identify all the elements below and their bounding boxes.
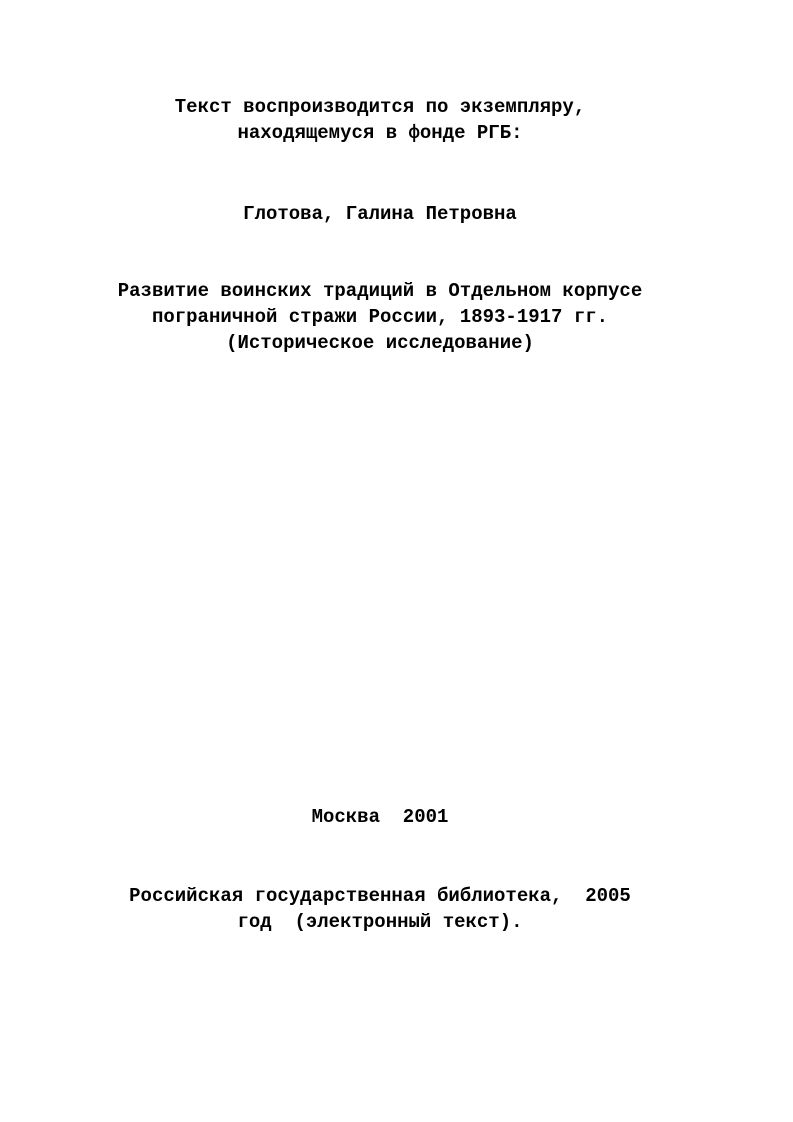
publisher-line-1: Российская государственная библиотека, 2005 xyxy=(129,885,631,907)
place-year: Москва 2001 xyxy=(311,806,449,828)
title-line-2: пограничной стражи России, 1893-1917 гг. xyxy=(151,306,609,328)
notice-line-2: находящемуся в фонде РГБ: xyxy=(237,122,523,144)
title-line-3: (Историческое исследование) xyxy=(226,332,534,354)
notice-line-1: Текст воспроизводится по экземпляру, xyxy=(174,96,586,118)
publisher-line-2: год (электронный текст). xyxy=(237,911,523,933)
author-name: Глотова, Галина Петровна xyxy=(243,203,517,225)
title-line-1: Развитие воинских традиций в Отдельном корпусе xyxy=(117,280,643,302)
